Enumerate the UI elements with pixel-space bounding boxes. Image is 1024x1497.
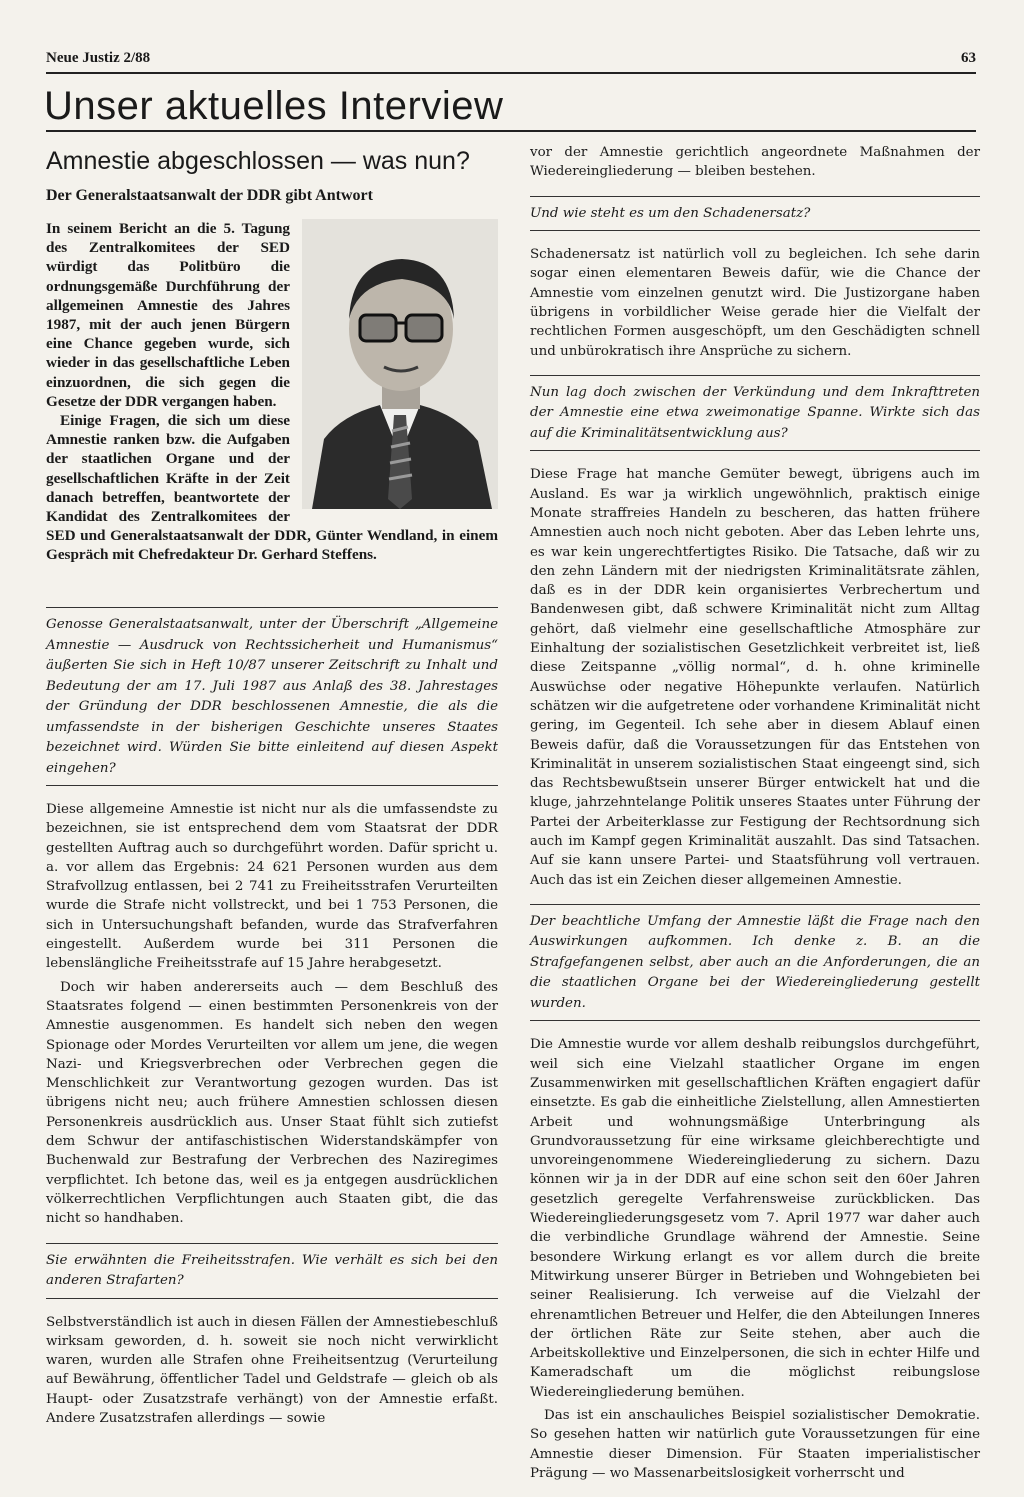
article-headline: Amnestie abgeschlossen — was nun?: [46, 147, 470, 175]
section-rule: [46, 130, 976, 132]
page-number: 63: [961, 50, 976, 66]
answer-paragraph: Selbstverständlich ist auch in diesen Fällen der Amnestiebeschluß wirksam geworden, d. h. soweit sie noch nicht verwirklicht waren, wurden alle Strafen ohne Freiheitsentzug (Verurteilung auf Bewährung, öffentlicher Tadel und Geldstrafe — gleich ob als Haupt- oder Zusatzstrafe verhängt) von der Amnestie erfaßt. Andere Zusatzstrafen allerdings — sowie: [46, 1314, 498, 1427]
portrait-illustration: [302, 219, 498, 509]
interview-answer: [46, 800, 498, 1229]
right-column: [530, 143, 980, 1497]
interview-answer: [530, 465, 980, 890]
journal-title: Neue Justiz 2/88: [46, 50, 151, 66]
interview-question: Der beachtliche Umfang der Amnestie läßt die Frage nach den Auswirkungen aufkommen. Ich denke z. B. an die Strafgefangenen selbst, aber auch an die Anforderungen, die an die staatlichen Organe bei der Wiedereingliederung gestellt wurden.: [530, 904, 980, 1022]
interview-answer: [530, 245, 980, 361]
interview-answer: [530, 143, 980, 182]
section-title: Unser aktuelles Interview: [44, 84, 504, 128]
interview-question: Und wie steht es um den Schadenersatz?: [530, 196, 980, 232]
left-column: [46, 145, 498, 1442]
answer-paragraph: Diese Frage hat manche Gemüter bewegt, übrigens auch im Ausland. Es war ja wirklich ungewöhnlich, praktisch einige Monate straffreies Handeln zu bescheren, das hatten frühere Amnestien auch noch nicht geboten. Aber das Leben lehrte uns, es war kein ungerechtfertigtes Risiko. Die Tatsache, daß wir zu den zehn Ländern mit der niedrigsten Kriminalitätsrate zählen, daß es in der DDR kein organisiertes Verbrechertum und Bandenwesen gibt, daß schwere Kriminalität nicht zum Alltag gehört, daß vielmehr eine gesellschaftliche Atmosphäre zur Einhaltung der sozialistischen Gesetzlichkeit verbreitet ist, ließ diese Zeitspanne „völlig normal“, d. h. ohne kriminelle Auswüchse oder negative Höhepunkte verlaufen. Natürlich schätzen wir die aufgetretene oder vorhandene Kriminalität nicht gering, im Gegenteil. Ich sehe aber in diesem Ablauf einen Beweis dafür, daß die Voraussetzungen für das Entstehen von Kriminalität in unserem sozialistischen Staat eingeengt sind, sich das Rechtsbewußtsein unserer Bürger entwickelt hat und die kluge, jahrzehntelange Politik unseres Staates unter Führung der Partei der Arbeiterklasse zur Festigung der Rechtsordnung sich auch im Kampf gegen Kriminalität auszahlt. Das sind Tatsachen. Auf sie kann unsere Partei- und Staatsführung voll vertrauen. Auch das ist ein Zeichen dieser allgemeinen Amnestie.: [530, 467, 980, 888]
intro-block: [46, 219, 498, 607]
answer-paragraph: Das ist ein anschauliches Beispiel sozialistischer Demokratie. So gesehen hatten wir natürlich gute Voraussetzungen für eine Amnestie dieser Dimension. Für Staaten imperialistischer Prägung — wo Massenarbeitslosigkeit vorherrscht und: [530, 1408, 980, 1481]
interview-question: Nun lag doch zwischen der Verkündung und dem Inkrafttreten der Amnestie eine etwa zweimonatige Spanne. Wirkte sich das auf die Kriminalitätsentwicklung aus?: [530, 375, 980, 452]
interview-question: Genosse Generalstaatsanwalt, unter der Überschrift „Allgemeine Amnestie — Ausdruck von Rechtssicherheit und Humanismus“ äußerten Sie sich in Heft 10/87 unserer Zeitschrift zu Inhalt und Bedeutung der am 17. Juli 1987 aus Anlaß des 38. Jahrestages der Gründung der DDR beschlossenen Amnestie, die als die umfassendste in der bisherigen Geschichte unseres Staates bezeichnet wird. Würden Sie bitte einleitend auf diesen Aspekt eingehen?: [46, 607, 498, 786]
intro-paragraph: In seinem Bericht an die 5. Tagung des Zentralkomitees der SED würdigt das Politbüro die ordnungsgemäße Durchführung der allgemeinen Amnestie des Jahres 1987, mit der auch jenen Bürgern eine Chance gegeben wurde, sich wieder in das gesellschaftliche Leben einzuordnen, die sich gegen die Gesetze der DDR vergangen haben.: [46, 220, 290, 410]
answer-paragraph: Schadenersatz ist natürlich voll zu begleichen. Ich sehe darin sogar einen elementaren Beweis dafür, wie die Chance der Amnestie vom einzelnen genutzt wird. Die Justizorgane haben übrigens in vorbildlicher Weise gerade hier die Vielfalt der rechtlichen Formen ausgeschöpft, um den Geschädigten schnell und unbürokratisch ihre Ansprüche zu sichern.: [530, 247, 980, 359]
answer-paragraph: Doch wir haben andererseits auch — dem Beschluß des Staatsrates folgend — einen bestimmten Personenkreis von der Amnestie ausgenommen. Es handelt sich neben den wegen Spionage oder Mordes Verurteilten vor allem um jene, die wegen Nazi- und Kriegsverbrechen oder Verbrechen gegen die Menschlichkeit zur Verantwortung gezogen wurden. Das ist übrigens nicht neu; auch frühere Amnestien schlossen diesen Personenkreis ausdrücklich aus. Unser Staat fühlt sich zutiefst dem Schwur der antifaschistischen Widerstandskämpfer von Buchenwald zur Bestrafung der Verbrechen des Naziregimes verpflichtet. Ich betone das, weil es ja entgegen ausdrücklichen völkerrechtlichen Verpflichtungen auch Staaten gibt, die das nicht so handhaben.: [46, 979, 498, 1227]
header-rule: [46, 72, 976, 74]
portrait-photo: [302, 219, 498, 509]
intro-paragraph: Einige Fragen, die sich um diese Amnestie ranken bzw. die Aufgaben der staatlichen Organe und der gesellschaftlichen Kräfte in der Zeit danach betreffen, beantwortete der Kandidat des Zentralkomitees der SED und Generalstaatsanwalt der DDR, Günter Wendland, in einem Gespräch mit Chefredakteur Dr. Gerhard Steffens.: [46, 412, 498, 564]
article-subhead: Der Generalstaatsanwalt der DDR gibt Antwort: [46, 187, 373, 204]
interview-answer: [530, 1035, 980, 1483]
answer-paragraph: vor der Amnestie gerichtlich angeordnete Maßnahmen der Wiedereingliederung — bleiben bestehen.: [530, 145, 980, 180]
interview-question: Sie erwähnten die Freiheitsstrafen. Wie verhält es sich bei den anderen Strafarten?: [46, 1243, 498, 1299]
interview-answer: [46, 1313, 498, 1429]
answer-paragraph: Diese allgemeine Amnestie ist nicht nur als die umfassendste zu bezeichnen, sie ist entsprechend dem vom Staatsrat der DDR gestellten Auftrag auch so durchgeführt worden. Dafür spricht u. a. vor allem das Ergebnis: 24 621 Personen wurden aus dem Strafvollzug entlassen, bei 2 741 zu Freiheitsstrafen Verurteilten wurde die Strafe nicht vollstreckt, und bei 1 753 Personen, die sich in Untersuchungshaft befanden, wurde das Strafverfahren eingestellt. Außerdem wurde bei 311 Personen die lebenslängliche Freiheitsstrafe auf 15 Jahre herabgesetzt.: [46, 802, 498, 972]
answer-paragraph: Die Amnestie wurde vor allem deshalb reibungslos durchgeführt, weil sich eine Vielzahl staatlicher Organe im engen Zusammenwirken mit gesellschaftlichen Kräften engagiert dafür einsetzte. Es gab die einheitliche Zielstellung, allen Amnestierten Arbeit und wohnungsmäßige Unterbringung als Grundvoraussetzung für eine wirksame gleichberechtigte und unvoreingenommene Wiedereingliederung zu sichern. Dazu können wir ja in der DDR auf eine schon seit den 60er Jahren gesetzlich geregelte Verfahrensweise zurückblicken. Das Wiedereingliederungsgesetz vom 7. April 1977 war daher auch die verbindliche Grundlage während der Amnestie. Seine besondere Wirkung erlangt es vor allem durch die breite Mitwirkung unserer Bürger in Betrieben und Wohngebieten bei seiner Realisierung. Ich verweise auf die Vielzahl der ehrenamtlichen Betreuer und Helfer, die den Abteilungen Inneres der örtlichen Räte zur Seite stehen, aber auch die Arbeitskollektive und Einzelpersonen, die sich in echter Hilfe und Kameradschaft um die möglichst reibungslose Wiedereingliederung bemühen.: [530, 1037, 980, 1400]
